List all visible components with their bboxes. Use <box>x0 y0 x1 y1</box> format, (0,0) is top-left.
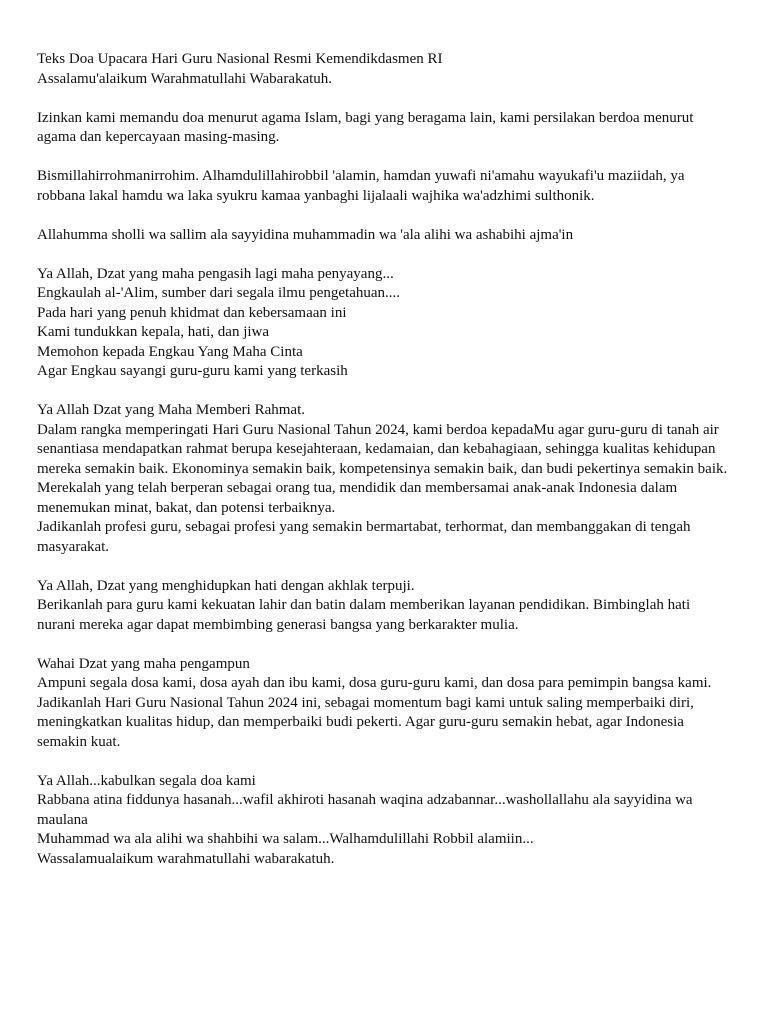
text-line: Bismillahirrohmanirrohim. Alhamdulillahirobbil 'alamin, hamdan yuwafi ni'amahu wayukafi'u maziidah, ya robbana lakal hamdu wa laka syukru kamaa yanbaghi lijalaali wajhika wa'adzhimi sulthonik. <box>37 168 685 204</box>
paragraph-opening-praise <box>37 167 731 206</box>
paragraph-prayer-pengasih <box>37 265 731 382</box>
text-line: Agar Engkau sayangi guru-guru kami yang terkasih <box>37 363 348 379</box>
text-line: Engkaulah al-'Alim, sumber dari segala ilmu pengetahuan.... <box>37 285 401 301</box>
paragraph-closing <box>37 772 731 870</box>
text-line: Wahai Dzat yang maha pengampun <box>37 655 250 672</box>
paragraph-prayer-akhlak <box>37 577 731 636</box>
closing-greeting: Wassalamualaikum warahmatullahi wabarakatuh. <box>37 850 335 867</box>
document-body <box>37 50 731 889</box>
text-line: Berikanlah para guru kami kekuatan lahir dan batin dalam memberikan layanan pendidikan. Bimbinglah hati nurani mereka agar dapat membimbing generasi bangsa yang berkarakter mulia. <box>37 597 691 633</box>
text-line: Ampuni segala dosa kami, dosa ayah dan ibu kami, dosa guru-guru kami, dan dosa para pemimpin bangsa kami. <box>37 675 712 691</box>
paragraph-sholawat <box>37 226 731 246</box>
paragraph-introduction <box>37 109 731 148</box>
paragraph-heading <box>37 50 731 89</box>
document-title: Teks Doa Upacara Hari Guru Nasional Resmi Kemendikdasmen RI <box>37 51 443 67</box>
text-line: Merekalah yang telah berperan sebagai orang tua, mendidik dan membersamai anak-anak Indonesia dalam menemukan minat, bakat, dan potensi terbaiknya. <box>37 480 678 516</box>
text-line: Ya Allah, Dzat yang menghidupkan hati dengan akhlak terpuji. <box>37 577 415 594</box>
text-line: Jadikanlah Hari Guru Nasional Tahun 2024 ini, sebagai momentum bagi kami untuk saling memperbaiki diri, meningkatkan kualitas hidup, dan memperbaiki budi pekerti. Agar guru-guru semakin hebat, agar Indonesia semakin kuat. <box>37 694 694 750</box>
text-line: Muhammad wa ala alihi wa shahbihi wa salam...Walhamdulillahi Robbil alamiin... <box>37 831 534 847</box>
paragraph-prayer-pengampun <box>37 655 731 753</box>
text-line: Pada hari yang penuh khidmat dan kebersamaan ini <box>37 304 347 321</box>
text-line: Allahumma sholli wa sallim ala sayyidina muhammadin wa 'ala alihi wa ashabihi ajma'in <box>37 226 574 243</box>
text-line: Ya Allah, Dzat yang maha pengasih lagi maha penyayang... <box>37 265 394 282</box>
text-line: Dalam rangka memperingati Hari Guru Nasional Tahun 2024, kami berdoa kepadaMu agar guru-guru di tanah air senantiasa mendapatkan rahmat berupa kesejahteraan, kedamaian, dan kebahagiaan, sehingga kualitas kehidupan mereka semakin baik. Ekonominya semakin baik, kompetensinya semakin baik, dan budi pekertinya semakin baik. <box>37 421 728 477</box>
text-line: Kami tundukkan kepala, hati, dan jiwa <box>37 324 270 340</box>
text-line: Jadikanlah profesi guru, sebagai profesi yang semakin bermartabat, terhormat, dan membanggakan di tengah masyarakat. <box>37 519 691 555</box>
opening-greeting: Assalamu'alaikum Warahmatullahi Wabarakatuh. <box>37 70 333 87</box>
paragraph-prayer-rahmat <box>37 401 731 557</box>
text-line: Izinkan kami memandu doa menurut agama Islam, bagi yang beragama lain, kami persilakan berdoa menurut agama dan kepercayaan masing-masing. <box>37 109 694 145</box>
text-line: Ya Allah...kabulkan segala doa kami <box>37 772 256 789</box>
text-line: Ya Allah Dzat yang Maha Memberi Rahmat. <box>37 402 306 418</box>
text-line: Memohon kepada Engkau Yang Maha Cinta <box>37 343 303 360</box>
text-line: Rabbana atina fiddunya hasanah...wafil akhiroti hasanah waqina adzabannar...washollallahu ala sayyidina wa maulana <box>37 792 693 828</box>
